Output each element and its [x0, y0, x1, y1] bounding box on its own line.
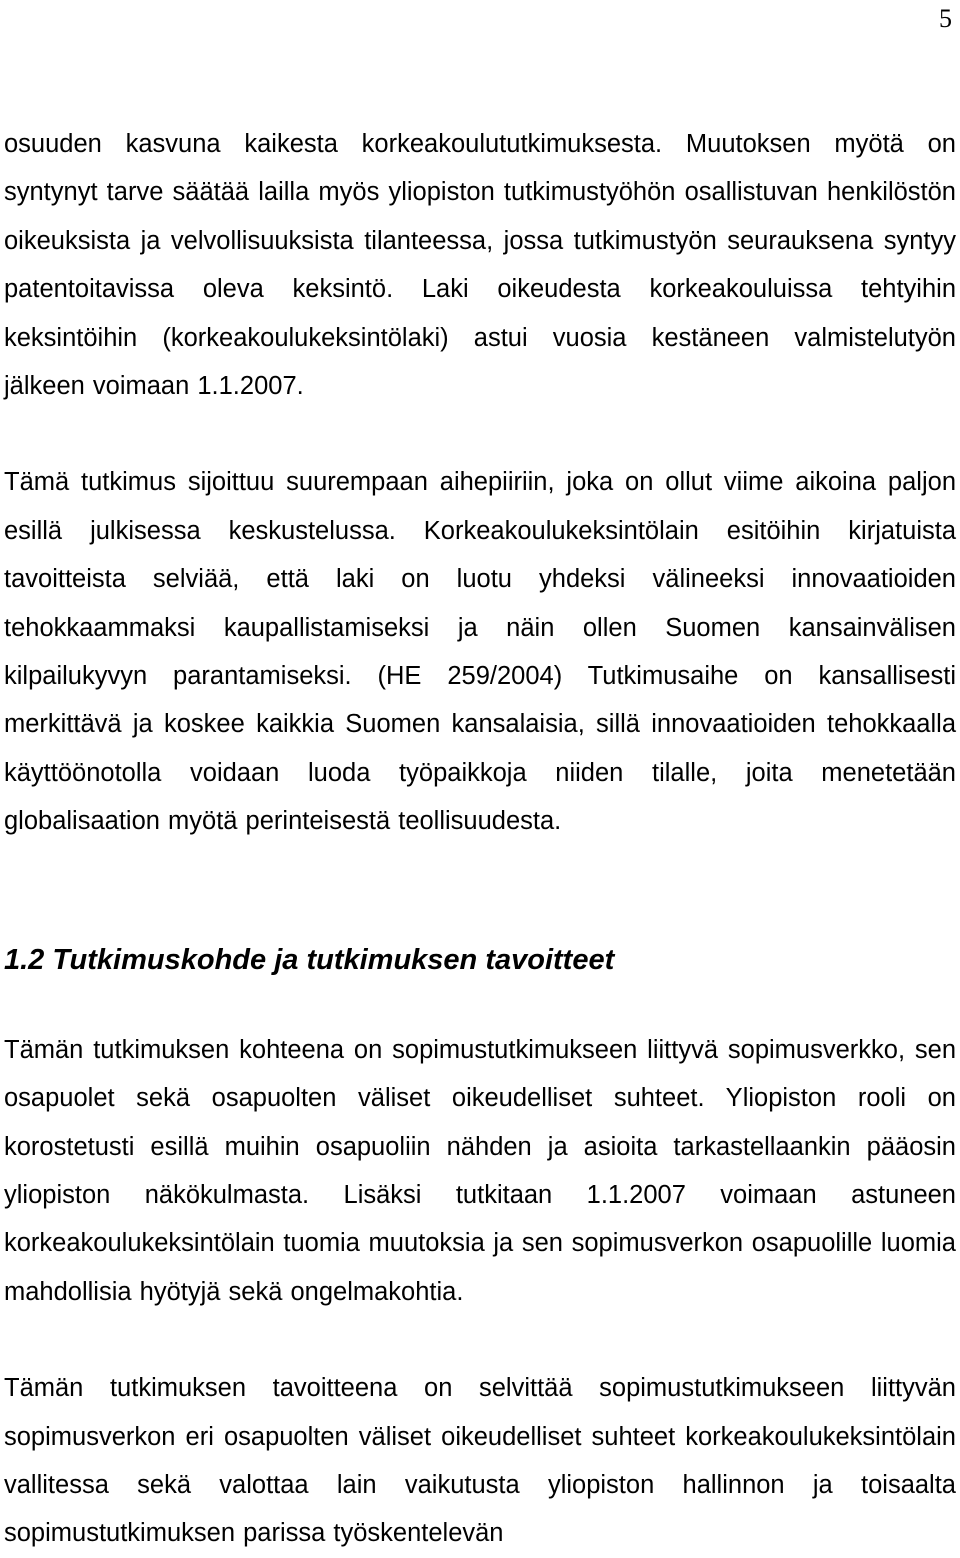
paragraph-1: osuuden kasvuna kaikesta korkeakoulututkimuksesta. Muutoksen myötä on syntynyt tarve säätää lailla myös yliopiston tutkimustyöhön osallistuvan henkilöstön oikeuksista ja velvollisuuksista tilanteessa, jossa tutkimustyön seurauksena syntyy patentoitavissa oleva keksintö. Laki oikeudesta korkeakouluissa tehtyihin keksintöihin (korkeakoulukeksintölaki) astui vuosia kestäneen valmistelutyön jälkeen voimaan 1.1.2007.: [4, 130, 956, 401]
paragraph-2: Tämä tutkimus sijoittuu suurempaan aihepiiriin, joka on ollut viime aikoina paljon esillä julkisessa keskustelussa. Korkeakoulukeksintölain esitöihin kirjatuista tavoitteista selviää, että laki on luotu yhdeksi välineeksi innovaatioiden tehokkaammaksi kaupallistamiseksi ja näin ollen Suomen kansainvälisen kilpailukyvyn parantamiseksi. (HE 259/2004) Tutkimusaihe on kansallisesti merkittävä ja koskee kaikkia Suomen kansalaisia, sillä innovaatioiden tehokkaalla käyttöönotolla voidaan luoda työpaikkoja niiden tilalle, joita menetetään globalisaation myötä perinteisestä teollisuudesta.: [4, 468, 956, 836]
paragraph-4: Tämän tutkimuksen tavoitteena on selvittää sopimustutkimukseen liittyvän sopimusverkon eri osapuolten väliset oikeudelliset suhteet korkeakoulukeksintölain vallitessa sekä valottaa lain vaikutusta yliopiston hallinnon ja toisaalta sopimustutkimuksen parissa työskentelevän: [4, 1374, 956, 1548]
section-heading: 1.2 Tutkimuskohde ja tutkimuksen tavoitteet: [4, 943, 615, 976]
page-number: 5: [939, 4, 952, 33]
paragraph-3: Tämän tutkimuksen kohteena on sopimustutkimukseen liittyvä sopimusverkko, sen osapuolet sekä osapuolten väliset oikeudelliset suhteet. Yliopiston rooli on korostetusti esillä muihin osapuoliin nähden ja asioita tarkastellaankin pääosin yliopiston näkökulmasta. Lisäksi tutkitaan 1.1.2007 voimaan astuneen korkeakoulukeksintölain tuomia muutoksia ja sen sopimusverkon osapuolille luomia mahdollisia hyötyjä sekä ongelmakohtia.: [4, 1035, 956, 1306]
document-body: [4, 120, 956, 1558]
